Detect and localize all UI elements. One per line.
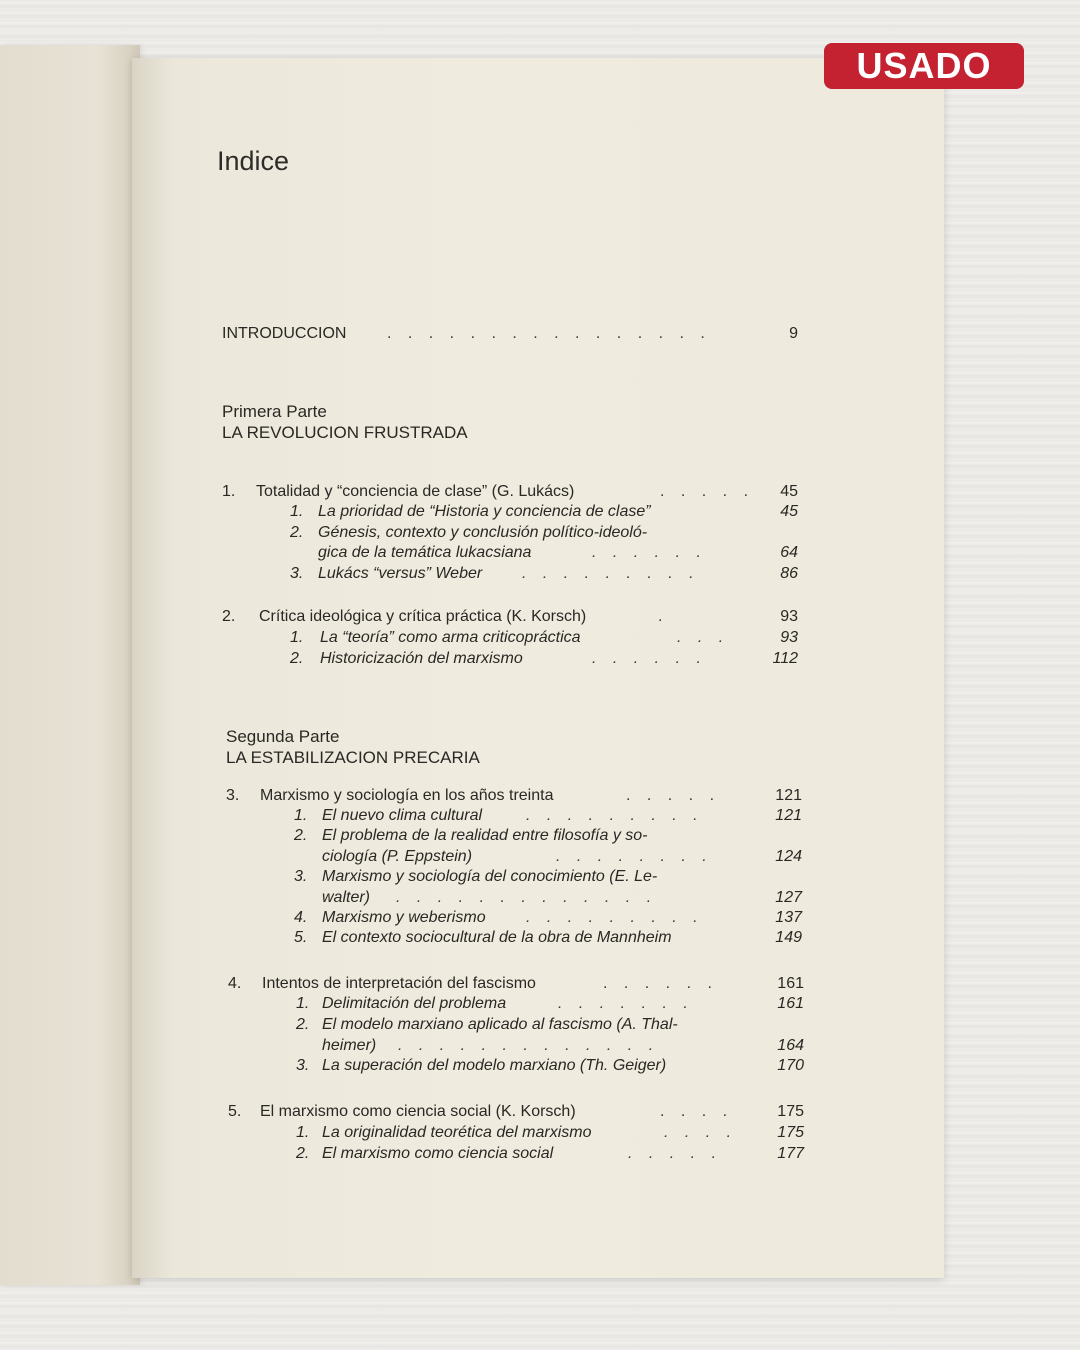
leader-dots: . . . . . . — [603, 975, 718, 992]
toc-page-number: 112 — [772, 650, 798, 667]
section-title: ciología (P. Eppstein) — [322, 848, 473, 865]
toc-section-3-3-cont[interactable] — [226, 889, 802, 910]
toc-section-5-1[interactable] — [228, 1124, 804, 1145]
toc-section-1-2[interactable] — [222, 524, 798, 545]
toc-page-number: 177 — [777, 1145, 804, 1162]
toc-section-2-1[interactable] — [222, 629, 798, 650]
section-title: Marxismo y sociología del conocimiento (E. Le- — [322, 868, 658, 885]
toc-page-number: 64 — [780, 544, 798, 561]
section-title: El problema de la realidad entre filosofía y so- — [322, 827, 648, 844]
part-heading-1 — [222, 401, 468, 443]
toc-entry-title: INTRODUCCION — [222, 325, 347, 342]
leader-dots: . . . . . — [660, 483, 755, 500]
toc-section-3-5[interactable] — [226, 929, 802, 950]
leader-dots: . . . . . . . . . . . . . . . . — [387, 325, 711, 342]
section-title: Génesis, contexto y conclusión político-ideoló- — [318, 524, 648, 541]
toc-page-number: 93 — [780, 629, 798, 646]
toc-page-number: 9 — [789, 325, 798, 342]
section-number: 3. — [296, 1057, 310, 1074]
leader-dots: . . . . . . . — [558, 995, 694, 1012]
section-number: 2. — [294, 827, 308, 844]
section-title: Marxismo y weberismo — [322, 909, 486, 926]
toc-page-number: 121 — [775, 807, 802, 824]
leader-dots: . . . . . . . . . . . . . — [398, 1037, 660, 1054]
section-number: 3. — [294, 868, 308, 885]
chapter-number: 3. — [226, 787, 240, 804]
leader-dots: . . . . . . — [592, 544, 707, 561]
section-number: 1. — [296, 1124, 310, 1141]
toc-entry-introduction[interactable] — [222, 325, 798, 346]
section-number: 2. — [296, 1145, 310, 1162]
chapter-title: Crítica ideológica y crítica práctica (K. Korsch) — [259, 608, 587, 625]
section-number: 1. — [290, 503, 304, 520]
toc-section-3-2[interactable] — [226, 827, 802, 848]
toc-page-number: 175 — [777, 1103, 804, 1120]
section-title: Historicización del marxismo — [320, 650, 523, 667]
chapter-title: Totalidad y “conciencia de clase” (G. Lukács) — [256, 483, 575, 500]
toc-page-number: 124 — [775, 848, 802, 865]
toc-chapter-4[interactable] — [228, 975, 804, 996]
section-title: La prioridad de “Historia y conciencia de clase” — [318, 503, 651, 520]
left-page — [0, 45, 140, 1285]
toc-section-4-1[interactable] — [228, 995, 804, 1016]
section-title: La superación del modelo marxiano (Th. Geiger) — [322, 1057, 667, 1074]
toc-page-number: 45 — [780, 483, 798, 500]
toc-page-number: 170 — [777, 1057, 804, 1074]
section-number: 2. — [290, 650, 304, 667]
chapter-title: Intentos de interpretación del fascismo — [262, 975, 536, 992]
toc-section-3-1[interactable] — [226, 807, 802, 828]
chapter-title: Marxismo y sociología en los años treinta — [260, 787, 554, 804]
section-title: heimer) — [322, 1037, 377, 1054]
chapter-number: 4. — [228, 975, 242, 992]
leader-dots: . . . . . . . . . . . . . — [396, 889, 658, 906]
chapter-title: El marxismo como ciencia social (K. Korsch) — [260, 1103, 576, 1120]
toc-chapter-2[interactable] — [222, 608, 798, 629]
toc-page-number: 161 — [777, 995, 804, 1012]
section-title: La “teoría” como arma criticopráctica — [320, 629, 581, 646]
leader-dots: . . . . . . — [592, 650, 707, 667]
toc-section-4-3[interactable] — [228, 1057, 804, 1078]
leader-dots: . — [658, 608, 669, 625]
toc-page-number: 121 — [775, 787, 802, 804]
chapter-number: 5. — [228, 1103, 242, 1120]
section-number: 1. — [296, 995, 310, 1012]
toc-chapter-1[interactable] — [222, 483, 798, 504]
toc-page-number: 175 — [777, 1124, 804, 1141]
toc-section-3-2-cont[interactable] — [226, 848, 802, 869]
section-number: 2. — [290, 524, 304, 541]
section-number: 3. — [290, 565, 304, 582]
leader-dots: . . . . . . . . . — [526, 807, 704, 824]
part-label: Primera Parte — [222, 402, 327, 421]
section-title: El contexto sociocultural de la obra de Mannheim — [322, 929, 672, 946]
section-title: El modelo marxiano aplicado al fascismo (A. Thal- — [322, 1016, 678, 1033]
toc-page-number: 137 — [775, 909, 802, 926]
toc-page-number: 93 — [780, 608, 798, 625]
section-title: El marxismo como ciencia social — [322, 1145, 554, 1162]
leader-dots: . . . . . — [628, 1145, 723, 1162]
section-number: 1. — [294, 807, 308, 824]
part-title: LA REVOLUCION FRUSTRADA — [222, 423, 468, 442]
section-number: 5. — [294, 929, 308, 946]
leader-dots: . . . . . . . . . — [522, 565, 700, 582]
part-heading-2 — [226, 726, 480, 768]
toc-page-number: 164 — [777, 1037, 804, 1054]
toc-page-number: 161 — [777, 975, 804, 992]
toc-chapter-3[interactable] — [226, 787, 802, 808]
leader-dots: . . . . . . . . . — [526, 909, 704, 926]
toc-section-4-2[interactable] — [228, 1016, 804, 1037]
toc-section-5-2[interactable] — [228, 1145, 804, 1166]
toc-page-number: 127 — [775, 889, 802, 906]
toc-section-4-2-cont[interactable] — [228, 1037, 804, 1058]
used-badge: USADO — [824, 43, 1024, 89]
leader-dots: . . . . . — [626, 787, 721, 804]
chapter-number: 1. — [222, 483, 236, 500]
toc-section-1-1[interactable] — [222, 503, 798, 524]
section-number: 1. — [290, 629, 304, 646]
leader-dots: . . . . — [664, 1124, 738, 1141]
toc-chapter-5[interactable] — [228, 1103, 804, 1124]
chapter-number: 2. — [222, 608, 236, 625]
part-title: LA ESTABILIZACION PRECARIA — [226, 748, 480, 767]
section-title: walter) — [322, 889, 371, 906]
leader-dots: . . . . — [660, 1103, 734, 1120]
section-title: El nuevo clima cultural — [322, 807, 483, 824]
section-title: Delimitación del problema — [322, 995, 507, 1012]
section-title: Lukács “versus” Weber — [318, 565, 483, 582]
section-number: 4. — [294, 909, 308, 926]
toc-page-number: 149 — [775, 929, 802, 946]
toc-section-2-2[interactable] — [222, 650, 798, 671]
toc-page-number: 86 — [780, 565, 798, 582]
section-title: gica de la temática lukacsiana — [318, 544, 532, 561]
leader-dots: . . . . . . . . — [556, 848, 713, 865]
page-title: Indice — [217, 146, 290, 176]
section-title: La originalidad teorética del marxismo — [322, 1124, 592, 1141]
leader-dots: . . . — [677, 629, 730, 646]
toc-section-1-2-cont[interactable] — [222, 544, 798, 565]
toc-section-1-3[interactable] — [222, 565, 798, 586]
section-number: 2. — [296, 1016, 310, 1033]
toc-section-3-3[interactable] — [226, 868, 802, 889]
toc-page-number: 45 — [780, 503, 798, 520]
toc-section-3-4[interactable] — [226, 909, 802, 930]
part-label: Segunda Parte — [226, 727, 340, 746]
